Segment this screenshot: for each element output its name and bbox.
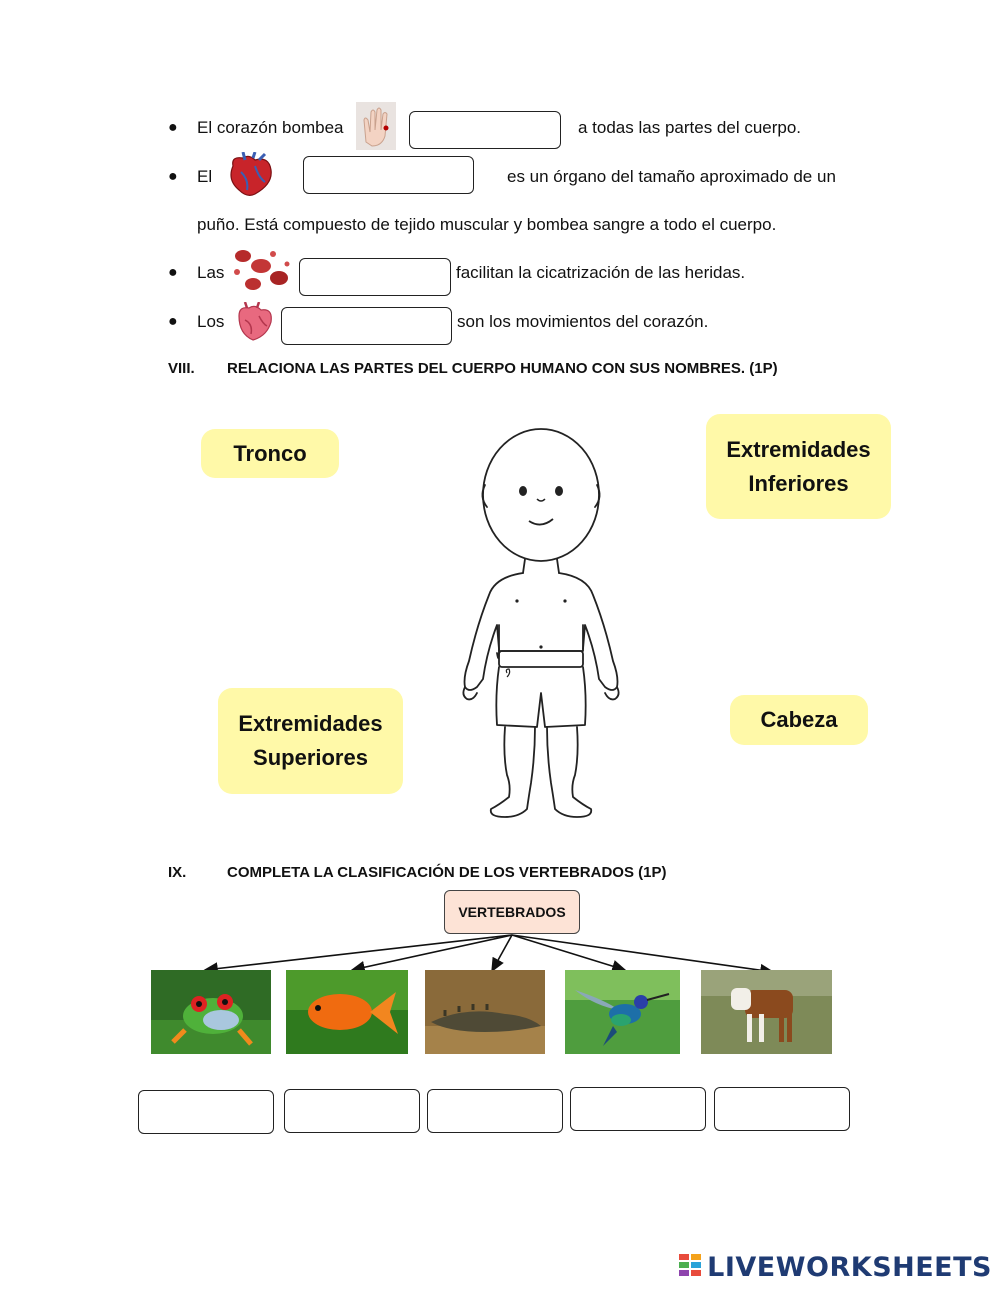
frog-photo — [151, 970, 271, 1054]
vertebrate-answer-4[interactable] — [570, 1087, 706, 1131]
cow-photo — [701, 970, 832, 1054]
vertebrate-answer-5[interactable] — [714, 1087, 850, 1131]
arrow-to-crocodile — [492, 935, 512, 971]
bullet-4-post: son los movimientos del corazón. — [457, 312, 709, 331]
goldfish-photo — [286, 970, 408, 1054]
arrow-to-bird — [512, 935, 625, 970]
arrow-to-fish — [352, 935, 512, 970]
liveworksheets-logo-text: LIVEWORKSHEETS — [707, 1252, 992, 1283]
section-9-number: IX. — [168, 864, 187, 881]
label-ext-sup-line1: Extremidades — [238, 711, 383, 736]
arrow-to-cow — [512, 935, 773, 972]
section-9-title: COMPLETA LA CLASIFICACIÓN DE LOS VERTEBRADOS (1P) — [227, 864, 667, 881]
label-tronco-text: Tronco — [233, 440, 307, 466]
bullet-4-pre: Los — [197, 312, 225, 331]
vertebrados-root-label: VERTEBRADOS — [458, 904, 566, 920]
bullet-dot: ● — [168, 168, 178, 185]
label-ext-inf-line1: Extremidades — [726, 436, 871, 462]
vertebrate-answer-1[interactable] — [138, 1090, 274, 1134]
bullet-2-continuation: puño. Está compuesto de tejido muscular y bombea sangre a todo el cuerpo. — [197, 215, 777, 234]
hummingbird-photo — [565, 970, 680, 1054]
vertebrate-answer-2[interactable] — [284, 1089, 420, 1133]
section-8-number: VIII. — [168, 360, 195, 377]
bullet-dot: ● — [168, 313, 178, 330]
bullet-3-pre: Las — [197, 263, 225, 282]
crocodile-photo — [425, 970, 545, 1054]
bullet-3-post: facilitan la cicatrización de las heridas. — [456, 263, 746, 282]
liveworksheets-logo — [679, 1252, 992, 1283]
bullet-2-pre: El — [197, 167, 213, 186]
section-8-title: RELACIONA LAS PARTES DEL CUERPO HUMANO CON SUS NOMBRES. (1P) — [227, 360, 778, 377]
vertebrate-answer-3[interactable] — [427, 1089, 563, 1133]
bullet-1-post: a todas las partes del cuerpo. — [578, 118, 802, 137]
bullet-1-pre: El corazón bombea — [197, 118, 344, 137]
liveworksheets-logo-icon — [679, 1254, 703, 1282]
label-cabeza-text: Cabeza — [760, 707, 838, 732]
label-ext-sup-line2: Superiores — [253, 745, 368, 770]
bullet-2-post: es un órgano del tamaño aproximado de un — [507, 167, 836, 186]
bullet-dot: ● — [168, 264, 178, 281]
arrow-to-frog — [205, 935, 512, 970]
label-ext-inf-line2: Inferiores — [748, 470, 849, 496]
bullet-dot: ● — [168, 119, 178, 136]
